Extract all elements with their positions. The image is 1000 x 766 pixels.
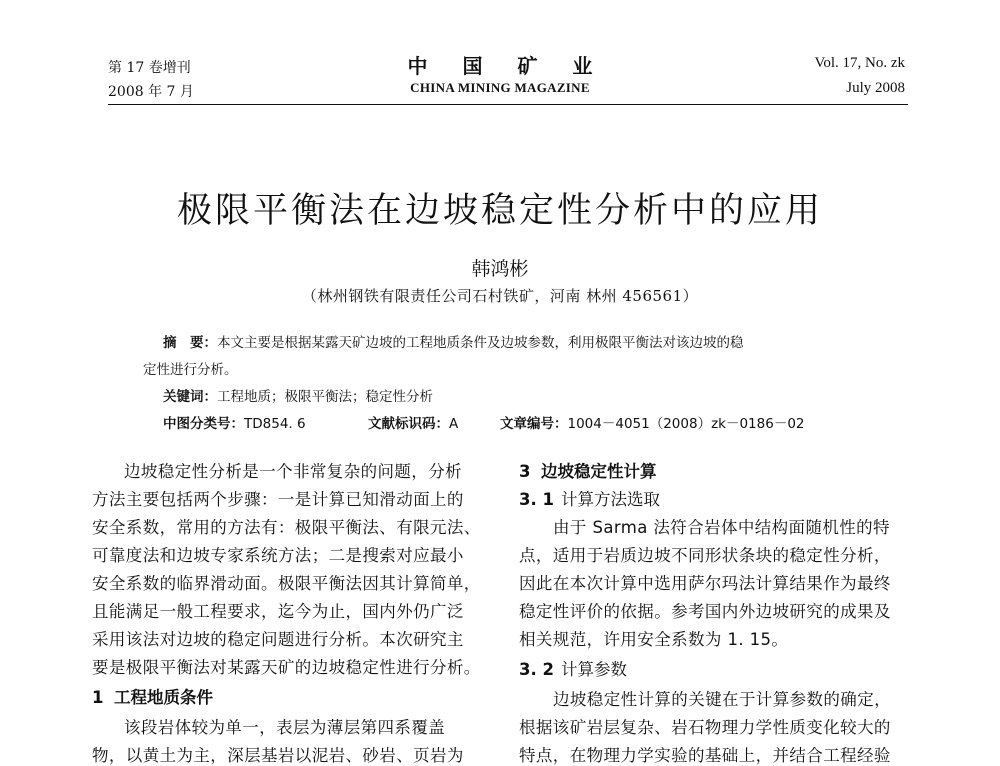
date-en: July 2008 — [846, 80, 905, 96]
subsection-3-1-line: 相关规范，许用安全系数为 1. 15。 — [519, 630, 789, 649]
left-para-line: 采用该法对边坡的稳定问题进行分析。本次研究主 — [92, 630, 464, 649]
volume-issue: 第 17 卷增刊 — [108, 60, 191, 76]
doc-code-label: 文献标识码： — [368, 416, 449, 432]
subsection-3-1-line: 稳定性评价的依据。参考国内外边坡研究的成果及 — [519, 602, 891, 621]
subsection-3-1-line: 由于 Sarma 法符合岩体中结构面随机性的特 — [553, 518, 890, 537]
subsection-3-2-title: 计算参数 — [561, 660, 627, 679]
subsection-3-2-line: 根据该矿岩层复杂、岩石物理力学性质变化较大的 — [519, 718, 891, 737]
subsection-3-2-line: 边坡稳定性计算的关键在于计算参数的确定， — [553, 690, 891, 709]
abstract-text-2: 定性进行分析。 — [143, 362, 238, 378]
subsection-3-2-heading — [519, 656, 627, 680]
section-1-line: 该段岩体较为单一，表层为薄层第四系覆盖 — [124, 718, 446, 737]
journal-name-cn: 中 国 矿 业 — [407, 54, 607, 78]
left-para-line: 安全系数的临界滑动面。极限平衡法因其计算简单， — [92, 574, 481, 593]
section-3-heading — [519, 458, 657, 482]
abstract-label: 摘 要： — [163, 335, 217, 351]
article-no-value: 1004－4051（2008）zk－0186－02 — [567, 416, 805, 432]
section-1-number: 1 — [92, 688, 104, 707]
volume-number-en: Vol. 17, No. zk — [814, 55, 905, 71]
publication-date: 2008 年 7 月 — [108, 84, 194, 100]
subsection-3-2-line: 特点，在物理力学实验的基础上，并结合工程经验 — [519, 746, 891, 765]
subsection-3-1-line: 点，适用于岩质边坡不同形状条块的稳定性分析， — [519, 546, 891, 565]
left-para-line: 安全系数，常用的方法有：极限平衡法、有限元法、 — [92, 518, 481, 537]
article-title: 极限平衡法在边坡稳定性分析中的应用 — [176, 191, 823, 231]
subsection-3-2-number: 3. 2 — [519, 660, 554, 679]
left-para-line: 要是极限平衡法对某露天矿的边坡稳定性进行分析。 — [92, 658, 481, 677]
keywords — [163, 385, 433, 405]
section-1-title: 工程地质条件 — [114, 688, 213, 707]
author-affiliation: （林州钢铁有限责任公司石村铁矿，河南 林州 456561） — [301, 287, 699, 305]
abstract-line-1 — [163, 331, 744, 351]
left-para-line: 边坡稳定性分析是一个非常复杂的问题，分析 — [124, 462, 462, 481]
article-no-label: 文章编号： — [500, 416, 568, 432]
doc-code-value: A — [449, 416, 459, 432]
subsection-3-1-number: 3. 1 — [519, 490, 554, 509]
document-code — [368, 412, 458, 432]
journal-name-en: CHINA MINING MAGAZINE — [410, 80, 590, 95]
subsection-3-1-line: 因此在本次计算中选用萨尔玛法计算结果作为最终 — [519, 574, 891, 593]
classification-line — [163, 412, 306, 432]
subsection-3-1-heading — [519, 486, 660, 510]
keywords-text: 工程地质；极限平衡法；稳定性分析 — [217, 389, 433, 405]
author-name: 韩鸿彬 — [471, 258, 529, 280]
section-1-line: 物，以黄土为主，深层基岩以泥岩、砂岩、页岩为 — [92, 746, 464, 765]
clc-value: TD854. 6 — [244, 416, 306, 432]
section-1-heading — [92, 684, 213, 708]
subsection-3-1-title: 计算方法选取 — [561, 490, 660, 509]
section-3-number: 3 — [519, 462, 531, 481]
left-para-line: 方法主要包括两个步骤：一是计算已知滑动面上的 — [92, 490, 464, 509]
clc-label: 中图分类号： — [163, 416, 244, 432]
abstract-text-1: 本文主要是根据某露天矿边坡的工程地质条件及边坡参数，利用极限平衡法对该边坡的稳 — [217, 335, 744, 351]
left-para-line: 且能满足一般工程要求，迄今为止，国内外仍广泛 — [92, 602, 464, 621]
left-para-line: 可靠度法和边坡专家系统方法；二是搜索对应最小 — [92, 546, 464, 565]
article-number — [500, 412, 805, 432]
header-rule — [108, 104, 908, 105]
keywords-label: 关键词： — [163, 389, 217, 405]
section-3-title: 边坡稳定性计算 — [541, 462, 657, 481]
